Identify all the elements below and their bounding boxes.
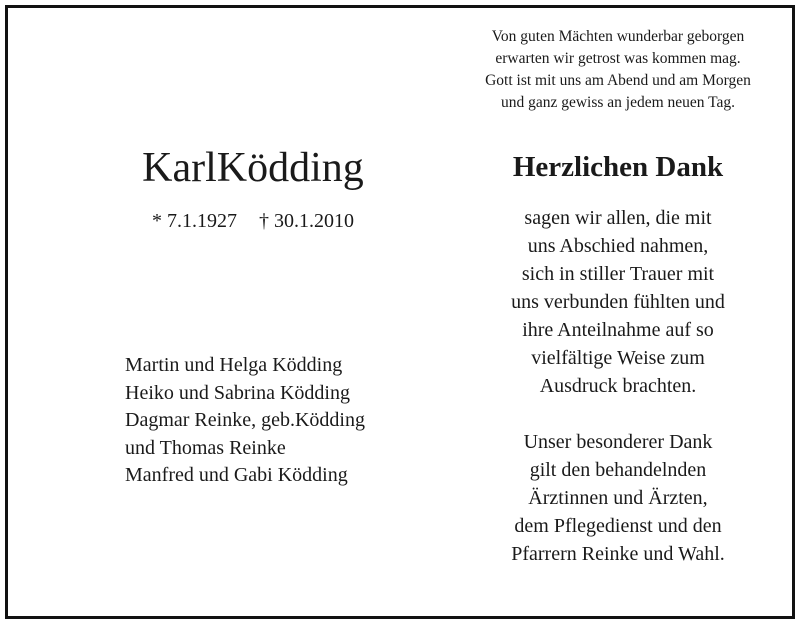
poem-line: und ganz gewiss an jedem neuen Tag. — [500, 94, 736, 111]
thanks-line: vielfältige Weise zum — [531, 347, 705, 369]
family-member: Martin und Helga Ködding — [125, 354, 343, 376]
thanks-line: Ärztinnen und Ärzten, — [528, 487, 708, 509]
family-list — [125, 352, 425, 490]
thanks-text — [448, 204, 788, 568]
poem-line: Gott ist mit uns am Abend und am Morgen — [485, 72, 751, 89]
life-dates — [103, 207, 403, 235]
obituary-frame — [5, 5, 795, 619]
paragraph-spacer — [448, 400, 788, 428]
thanks-line: Ausdruck brachten. — [539, 375, 697, 397]
thanks-line: sich in stiller Trauer mit — [521, 263, 715, 285]
death-date: † 30.1.2010 — [259, 210, 354, 232]
family-member: und Thomas Reinke — [125, 436, 286, 459]
poem-line: erwarten wir getrost was kommen mag. — [495, 50, 741, 67]
thanks-line: dem Pflegedienst und den — [514, 515, 722, 537]
thanks-line: Pfarrern Reinke und Wahl. — [511, 543, 725, 565]
thanks-line: Unser besonderer Dank — [523, 431, 713, 453]
thanks-line: uns verbunden fühlten und — [511, 291, 725, 313]
family-member: Manfred und Gabi Ködding — [125, 464, 348, 486]
birth-date: * 7.1.1927 — [152, 210, 237, 232]
family-member: Heiko und Sabrina Ködding — [125, 381, 350, 404]
thanks-line: gilt den behandelnden — [529, 459, 707, 481]
thanks-line: uns Abschied nahmen, — [527, 235, 709, 257]
poem-verse — [448, 26, 788, 114]
deceased-name: KarlKödding — [142, 145, 364, 191]
poem-line: Von guten Mächten wunderbar geborgen — [491, 28, 745, 45]
thanks-line: ihre Anteilnahme auf so — [522, 319, 714, 341]
thanks-line: sagen wir allen, die mit — [524, 207, 712, 229]
family-member: Dagmar Reinke, geb.Ködding — [125, 409, 365, 431]
thanks-heading: Herzlichen Dank — [512, 151, 724, 183]
